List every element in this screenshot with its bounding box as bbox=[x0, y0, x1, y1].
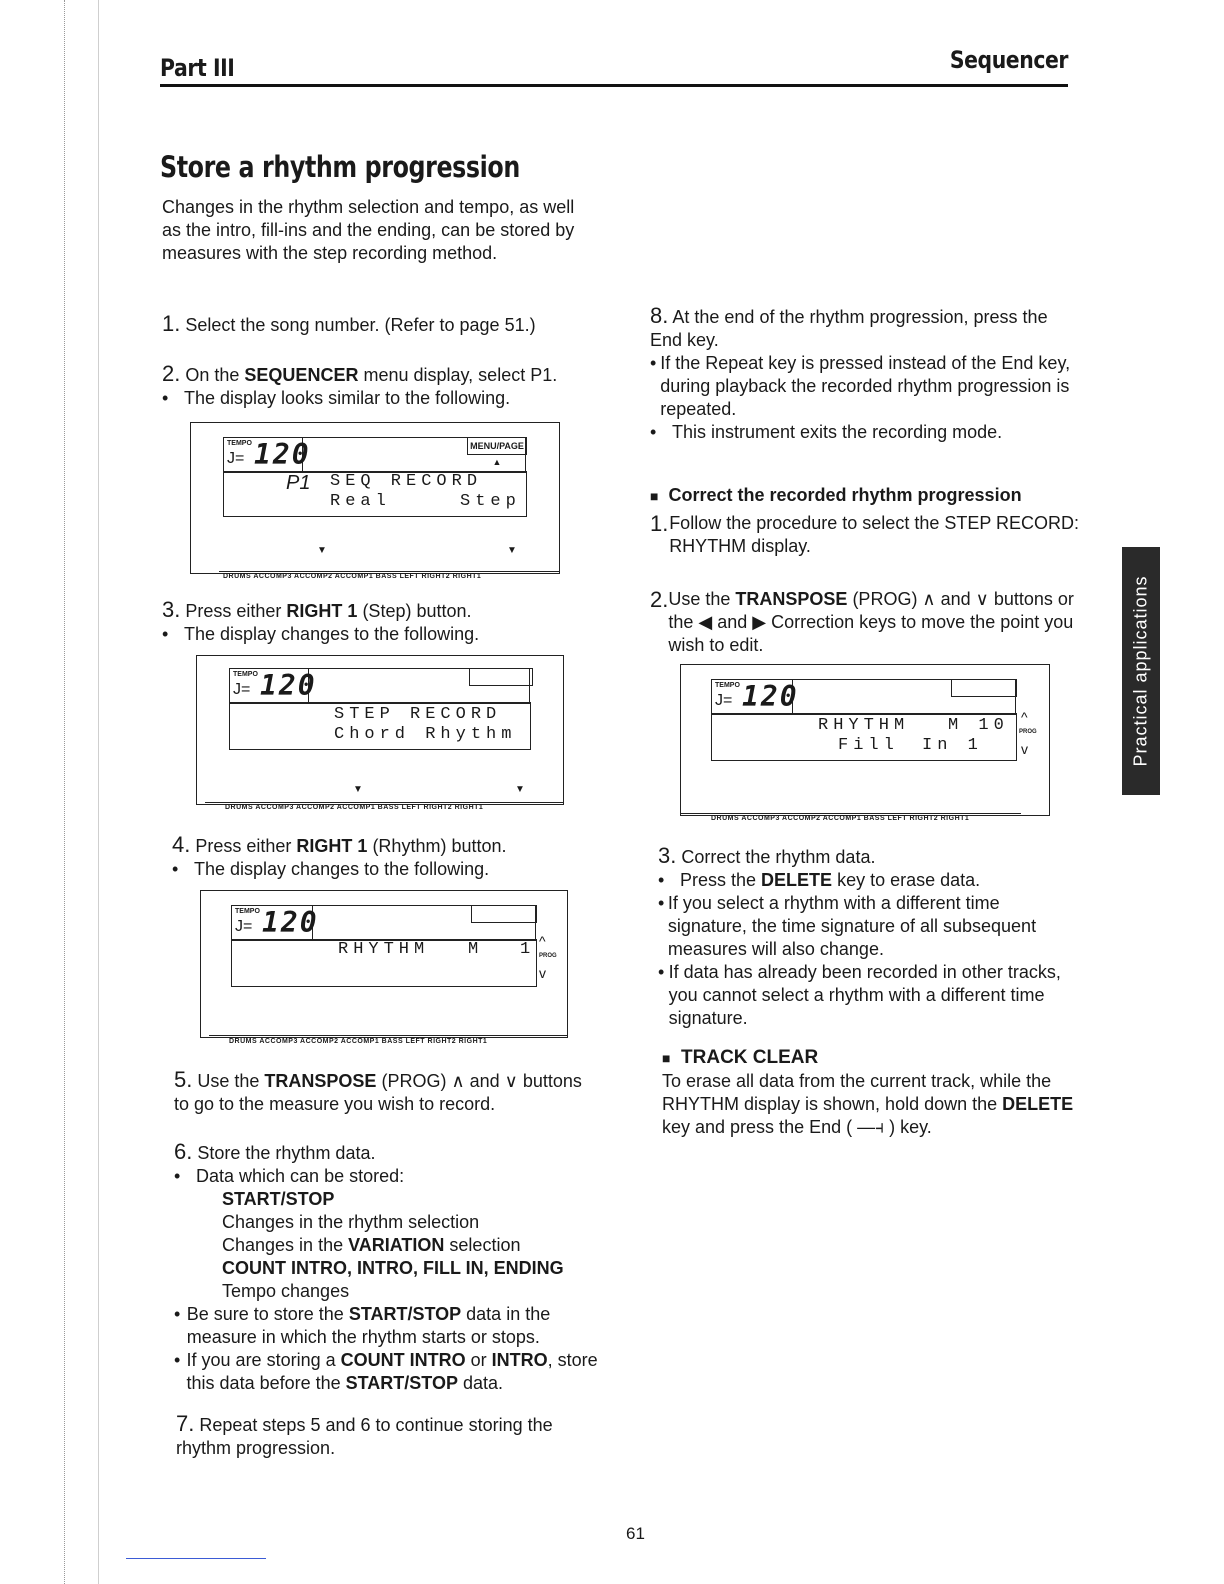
lcd-text-area: P1 SEQ RECORD Real Step bbox=[223, 471, 527, 517]
tempo-box: TEMPO J= 120 bbox=[711, 679, 793, 715]
up-caret-icon: ^ bbox=[539, 933, 546, 949]
page-title: Store a rhythm progression bbox=[160, 150, 520, 184]
step-3: 3. Press either RIGHT 1 (Step) button. • The display changes to the following. bbox=[162, 597, 480, 644]
tempo-box: TEMPO J= 120 bbox=[223, 437, 303, 473]
track-label-strip: DRUMS ACCOMP3 ACCOMP2 ACCOMP1 BASS LEFT RIGHT2 RIGHT1 bbox=[223, 573, 482, 580]
down-caret-icon: v bbox=[539, 965, 546, 981]
side-tab bbox=[1122, 547, 1160, 795]
down-arrow-icon: ▼ bbox=[353, 784, 363, 795]
step-number: 2. bbox=[162, 361, 181, 386]
down-caret-icon: v bbox=[1021, 741, 1028, 757]
margin-line bbox=[98, 0, 99, 1584]
section-heading: Correct the recorded rhythm progression bbox=[668, 485, 1022, 505]
header-rule bbox=[160, 84, 1068, 87]
track-label-strip: DRUMS ACCOMP3 ACCOMP2 ACCOMP1 BASS LEFT RIGHT2 RIGHT1 bbox=[225, 804, 484, 811]
tempo-box: TEMPO J= 120 bbox=[231, 905, 313, 941]
menu-page-indicator: MENU/PAGE ▲ bbox=[467, 437, 527, 455]
lcd-text-area bbox=[229, 702, 531, 750]
bullet-text: The display changes to the following. bbox=[194, 859, 490, 879]
bullet-text: The display looks similar to the following. bbox=[184, 388, 511, 408]
tempo-value: 120 bbox=[262, 906, 319, 939]
tempo-value: 120 bbox=[254, 438, 311, 471]
binding-dots bbox=[64, 0, 65, 1584]
lcd-display-rhythm-fill: TEMPO J= 120 RHYTHM M 10 Fill In 1 ^ PROG v DRUMS ACCOMP3 ACCOMP2 ACCOMP1 BASS LEFT RIGHT2 RIGHT1 bbox=[680, 664, 1050, 816]
down-arrow-icon: ▼ bbox=[317, 545, 327, 556]
track-label-strip: DRUMS ACCOMP3 ACCOMP2 ACCOMP1 BASS LEFT RIGHT2 RIGHT1 bbox=[711, 815, 970, 822]
step-number: 3. bbox=[658, 843, 677, 868]
step-text: Select the song number. (Refer to page 51.) bbox=[185, 315, 536, 335]
square-bullet-icon: ■ bbox=[650, 488, 659, 504]
step-4: 4. Press either RIGHT 1 (Rhythm) button. • The display changes to the following. bbox=[172, 832, 507, 879]
step-number: 8. bbox=[650, 303, 669, 328]
lcd-line-1: STEP RECORD bbox=[334, 705, 502, 724]
correct-section: ■ Correct the recorded rhythm progression 1. Follow the procedure to select the STEP RECORD: RHYTHM display. 2. Use the TRANSPOSE (PROG) ∧ and ∨ buttons or the ◀ and ▶ Correction keys to move the point you wish to edit. bbox=[650, 485, 1080, 655]
lcd-display-step-record bbox=[196, 655, 564, 811]
step-6: 6. Store the rhythm data. • Data which can be stored: START/STOP Changes in the rhythm selection Changes in the VARIATION selection COUNT INTRO, INTRO, FILL IN, ENDING Tempo changes • Be sure to store the START/STOP data in the measure in which the rhythm starts or stops. • If you are storing a COUNT INTRO or INTRO, store this data before the START/STOP data. bbox=[174, 1139, 598, 1393]
down-arrow-icon: ▼ bbox=[515, 784, 525, 795]
step-1 bbox=[162, 312, 602, 337]
footer-rule bbox=[126, 1558, 266, 1559]
step-number: 6. bbox=[174, 1139, 193, 1164]
side-tab-label: Practical applications bbox=[1130, 575, 1151, 767]
lcd-line-1: SEQ RECORD bbox=[330, 472, 483, 491]
tempo-box: TEMPO J= 120 bbox=[229, 668, 309, 704]
correct-step-3: 3. Correct the rhythm data. • Press the DELETE key to erase data. • If you select a rhythm with a different time signature, the time signature of all subsequent measures will also change. • If data has already been recorded in other tracks, you cannot select a rhythm with a different time signature. bbox=[658, 843, 1061, 1028]
header-part: Part III bbox=[160, 54, 235, 82]
tempo-value: 120 bbox=[742, 680, 799, 713]
step-number: 5. bbox=[174, 1067, 193, 1092]
step-7: 7. Repeat steps 5 and 6 to continue storing the rhythm progression. bbox=[176, 1411, 553, 1458]
step-number: 7. bbox=[176, 1411, 195, 1436]
tempo-value: 120 bbox=[260, 669, 317, 702]
lcd-text-area: RHYTHM M 1 bbox=[231, 939, 537, 987]
step-8: 8. At the end of the rhythm progression, press the End key. • If the Repeat key is pressed instead of the End key, during playback the recorded rhythm progression is repeated. • This instrument exits the recording mode. bbox=[650, 303, 1071, 442]
step-number: 4. bbox=[172, 832, 191, 857]
up-caret-icon: ^ bbox=[1021, 709, 1028, 725]
down-arrow-icon: ▼ bbox=[507, 545, 517, 556]
lcd-display-seq-record bbox=[190, 422, 560, 580]
sequencer-key-label: SEQUENCER bbox=[244, 365, 359, 385]
step-number: 3. bbox=[162, 597, 181, 622]
track-clear-section: ■ TRACK CLEAR To erase all data from the current track, while the RHYTHM display is shown, hold down the DELETE key and press the End ( —⫞ ) key. bbox=[662, 1047, 1074, 1137]
step-2: 2. On the SEQUENCER menu display, select P1. • The display looks similar to the following. bbox=[162, 361, 558, 408]
step-number: 1. bbox=[162, 311, 181, 336]
lcd-display-rhythm: TEMPO J= 120 RHYTHM M 1 ^ PROG v DRUMS ACCOMP3 ACCOMP2 ACCOMP1 BASS LEFT RIGHT2 RIGHT1 bbox=[200, 890, 568, 1038]
step-5: 5. Use the TRANSPOSE (PROG) ∧ and ∨ buttons to go to the measure you wish to record. bbox=[174, 1067, 582, 1114]
track-label-strip: DRUMS ACCOMP3 ACCOMP2 ACCOMP1 BASS LEFT RIGHT2 RIGHT1 bbox=[229, 1038, 488, 1045]
bullet-text: The display changes to the following. bbox=[184, 624, 480, 644]
header-section: Sequencer bbox=[949, 46, 1068, 74]
section-heading: TRACK CLEAR bbox=[681, 1047, 819, 1068]
intro-text: Changes in the rhythm selection and tempo, as well as the intro, fill-ins and the ending, can be stored by measures with the step recording method. bbox=[162, 197, 575, 263]
page-number: 61 bbox=[626, 1524, 645, 1543]
lcd-text-area: RHYTHM M 10 Fill In 1 bbox=[711, 713, 1017, 761]
lcd-line-2: Chord Rhythm bbox=[334, 725, 517, 744]
square-bullet-icon: ■ bbox=[662, 1050, 671, 1066]
